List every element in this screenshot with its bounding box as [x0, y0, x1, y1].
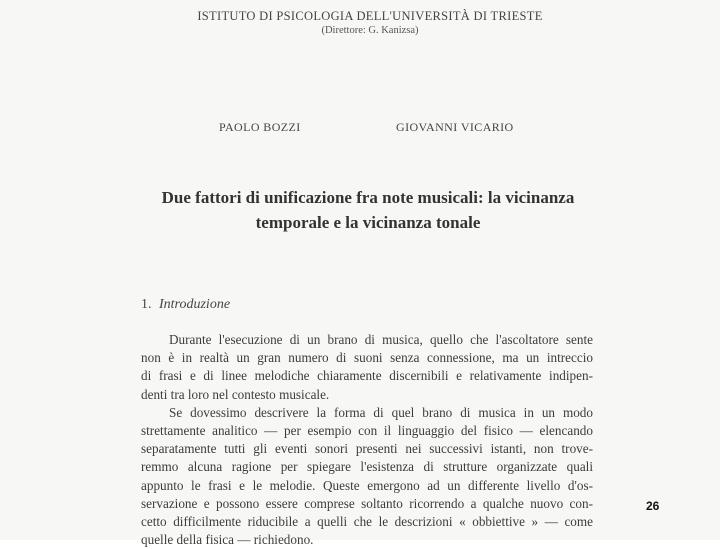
text-line: non è in realtà un gran numero di suoni senza connessione, ma un intreccio	[141, 350, 593, 366]
text-line: appunto le frasi e le melodie. Queste emergono ad un differente livello d'os-	[141, 477, 593, 493]
section-heading	[141, 297, 230, 313]
text-line: di frasi e di linee melodiche chiaramente discernibili e relativamente indipen-	[141, 368, 593, 384]
paper-title	[120, 185, 616, 235]
director-line	[190, 25, 550, 36]
text-line: strettamente analitico — per esempio con il linguaggio del fisico — elencando	[141, 423, 593, 439]
title-line: temporale e la vicinanza tonale	[255, 213, 481, 232]
text-line: separatamente tutti gli eventi sonori presenti nei successivi istanti, non trove-	[141, 441, 593, 457]
text-line: denti tra loro nel contesto musicale.	[141, 386, 330, 402]
author-paolo-bozzi: PAOLO BOZZI	[219, 120, 301, 134]
director-text: (Direttore: G. Kanizsa)	[321, 25, 419, 36]
paragraph	[141, 331, 593, 404]
text-line: cetto difficilmente riducibile a quelli che le descrizioni « obbiettive » — come	[141, 514, 593, 530]
text-line: Se dovessimo descrivere la forma di quel brano di musica in un modo	[169, 404, 593, 420]
section-number: 1.	[141, 297, 152, 312]
body-text	[141, 331, 593, 549]
institute-header: ISTITUTO DI PSICOLOGIA DELL'UNIVERSITÀ DI TRIESTE	[197, 9, 543, 23]
text-line: remmo alcuna ragione per spiegare l'esistenza di strutture organizzate quali	[141, 459, 593, 475]
text-line: quelle della fisica — richiedono.	[141, 532, 314, 548]
text-line: Durante l'esecuzione di un brano di musica, quello che l'ascoltatore sente	[169, 332, 593, 347]
title-line: Due fattori di unificazione fra note musicali: la vicinanza	[161, 188, 575, 207]
text-line: servazione e possono essere comprese soltanto ricorrendo a qualche nuovo con-	[141, 495, 593, 511]
page-number: 26	[646, 499, 660, 513]
paragraph	[141, 404, 593, 549]
section-name: Introduzione	[159, 297, 231, 312]
author-giovanni-vicario: GIOVANNI VICARIO	[396, 120, 514, 134]
